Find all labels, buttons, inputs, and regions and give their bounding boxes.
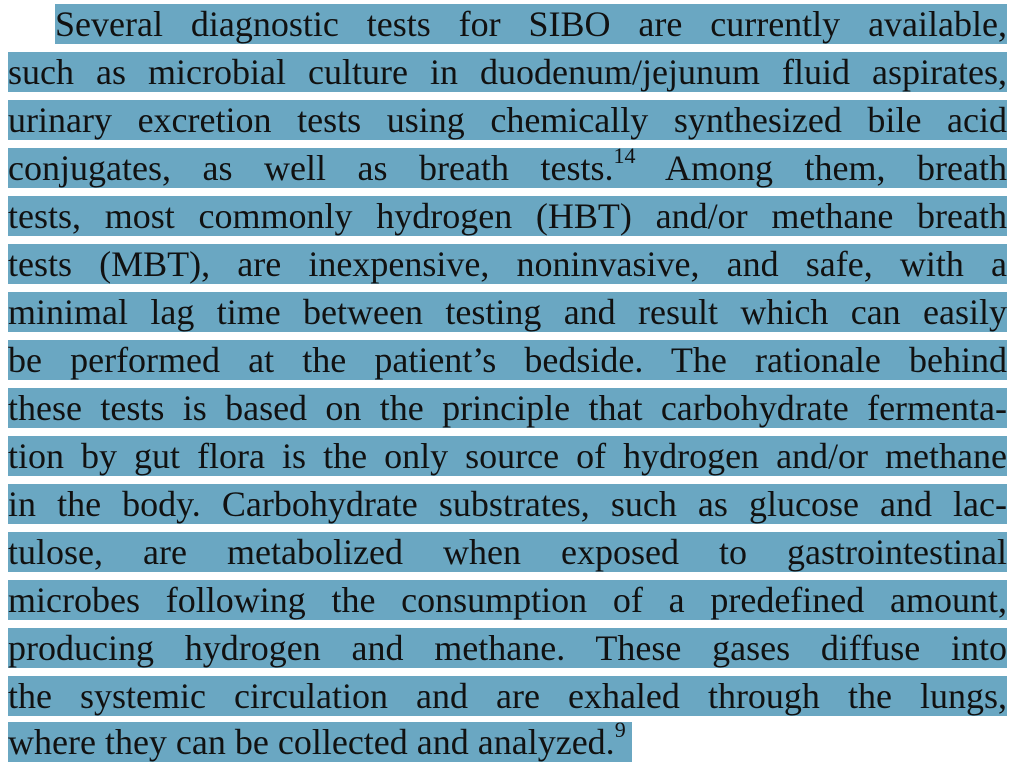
text-line-15[interactable] bbox=[8, 676, 1007, 716]
text-line-11[interactable] bbox=[8, 484, 1007, 524]
line-text: tests, most commonly hydrogen (HBT) and/or methane breath bbox=[8, 196, 1007, 236]
text-line-10[interactable] bbox=[8, 436, 1007, 476]
text-line-1[interactable] bbox=[55, 4, 1007, 44]
text-line-4[interactable] bbox=[8, 148, 1007, 188]
citation-superscript: 14 bbox=[613, 148, 636, 168]
line-text: such as microbial culture in duodenum/jejunum fluid aspirates, bbox=[8, 52, 1007, 92]
text-line-6[interactable] bbox=[8, 244, 1007, 284]
line-text: minimal lag time between testing and result which can easily bbox=[8, 292, 1007, 332]
line-text bbox=[8, 722, 626, 762]
text-line-14[interactable] bbox=[8, 628, 1007, 668]
line-text: these tests is based on the principle that carbohydrate fermenta- bbox=[8, 388, 1007, 428]
line-text: tulose, are metabolized when exposed to gastrointestinal bbox=[8, 532, 1007, 572]
line-text bbox=[8, 148, 1007, 188]
citation-superscript: 9 bbox=[614, 722, 626, 742]
text-line-2[interactable] bbox=[8, 52, 1007, 92]
text-line-9[interactable] bbox=[8, 388, 1007, 428]
line-text: be performed at the patient’s bedside. The rationale behind bbox=[8, 340, 1007, 380]
text-line-7[interactable] bbox=[8, 292, 1007, 332]
line-text: the systemic circulation and are exhaled through the lungs, bbox=[8, 676, 1007, 716]
text-line-3[interactable] bbox=[8, 100, 1007, 140]
line-text: microbes following the consumption of a predefined amount, bbox=[8, 580, 1007, 620]
line-text-after: Among them, breath bbox=[635, 148, 1007, 188]
text-line-8[interactable] bbox=[8, 340, 1007, 380]
line-text: Several diagnostic tests for SIBO are currently available, bbox=[55, 4, 1007, 44]
line-text: in the body. Carbohydrate substrates, such as glucose and lac- bbox=[8, 484, 1007, 524]
line-text: producing hydrogen and methane. These gases diffuse into bbox=[8, 628, 1007, 668]
text-line-16[interactable] bbox=[8, 722, 632, 762]
line-text-before: where they can be collected and analyzed. bbox=[8, 722, 615, 762]
line-text: tion by gut flora is the only source of hydrogen and/or methane bbox=[8, 436, 1007, 476]
line-text-before: conjugates, as well as breath tests. bbox=[8, 148, 614, 188]
line-text: urinary excretion tests using chemically synthesized bile acid bbox=[8, 100, 1007, 140]
text-line-5[interactable] bbox=[8, 196, 1007, 236]
line-text: tests (MBT), are inexpensive, noninvasive, and safe, with a bbox=[8, 244, 1007, 284]
text-line-12[interactable] bbox=[8, 532, 1007, 572]
text-line-13[interactable] bbox=[8, 580, 1007, 620]
